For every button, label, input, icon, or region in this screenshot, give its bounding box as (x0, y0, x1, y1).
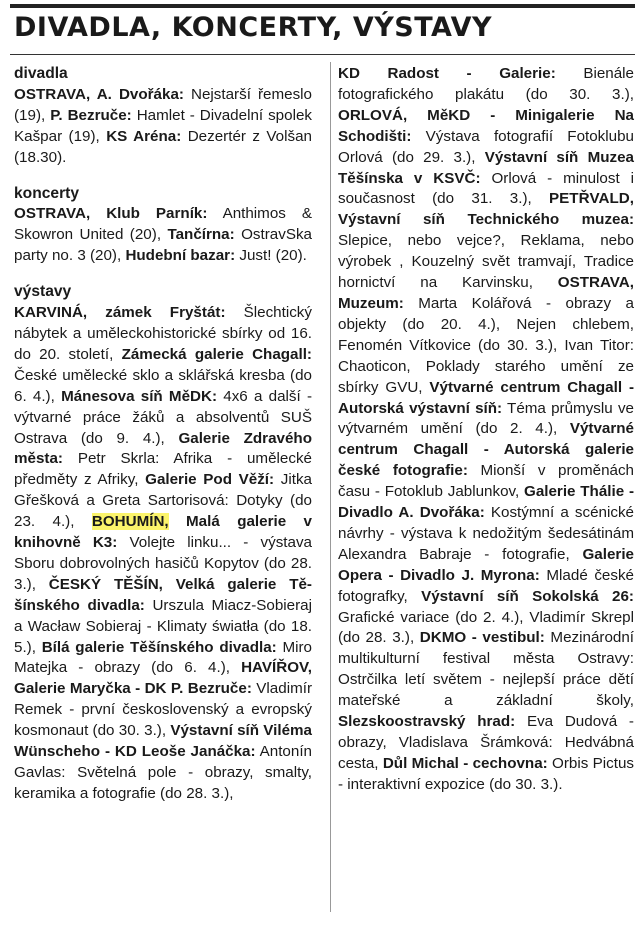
venue-name: ČESKÝ TĚŠÍN, Velká galerie Těšínského divadla: (14, 575, 312, 614)
page-title: DIVADLA, KONCERTY, VÝSTAVY (14, 12, 493, 43)
right-column (338, 64, 634, 796)
venue-name: KARVINÁ, zámek Fryštát: (14, 304, 226, 322)
venue-name: Důl Michal - cechovna: (382, 754, 548, 772)
venue-name: PETŘVALD, Výstavní síň Technického muzea: (338, 190, 634, 229)
venue-name: Hudební bazar: (125, 247, 236, 265)
event-text: Just! (20). (235, 247, 307, 265)
venue-name: DKMO - vestibul: (419, 629, 545, 647)
venue-name: Mánesova síň MěDK: (61, 387, 218, 405)
event-text: Mionší v proměnách času - Fotoklub Jablunkov, (338, 462, 635, 501)
event-text: Urszula Miacz-Sobieraj a Wacław Sobieraj - Klimaty światła (do 18. 5.), (14, 596, 312, 656)
event-text: České umělecké sklo a sklářská kresba (do 6. 4.), (14, 366, 312, 405)
venue-name: Malá galerie v knihovně K3: (14, 513, 313, 552)
event-text: Výstava fotografií Fotoklubu Orlová (do 29. 3.), (338, 127, 634, 166)
column-divider (330, 62, 331, 912)
venue-name: OSTRAVA, Muzeum: (338, 274, 634, 312)
event-text: Vladimír Remek - první československý a evropský kosmonaut (do 30. 3.), (14, 680, 313, 740)
listing-paragraph (14, 204, 312, 267)
venue-name: KS Aréna: (106, 127, 182, 145)
category-heading: koncerty (14, 184, 80, 202)
event-text: Mladé české fotografky, (338, 566, 635, 605)
venue-name: ORLOVÁ, MěKD - Minigalerie Na Schodišti: (338, 106, 634, 145)
listing-paragraph (338, 64, 634, 796)
section-vystavy (14, 282, 312, 805)
event-text: Petr Skrla: Afrika - umělecké předměty z Afriky, (14, 450, 312, 489)
event-text: Mezinárodní multikulturní festival města Ostravy: Ostrčilka letí světem - nejlepší práce dětí mateřské a základní školy, (338, 629, 635, 710)
top-rule (10, 4, 635, 8)
event-text: Kostýmní a scénické návrhy - výstava k nedožitým šedesátinám Alexandra Babraje - fotografie, (338, 504, 634, 563)
event-text: Eva Dudová - obrazy, Vladislava Šrámková: Hedvábná cesta, (338, 713, 634, 772)
section-koncerty (14, 184, 312, 268)
category-heading: divadla (14, 65, 68, 82)
venue-name: HAVÍŘOV, Galerie Maryčka - DK P. Bezruče: (14, 659, 312, 698)
event-text: Slepice, nebo vejce?, Reklama, nebo výrobek , Kouzelný svět tramvají, Tradice hornictví na Karvinsku, (338, 232, 634, 292)
venue-name: Výstavní síň Sokolská 26: (421, 587, 634, 605)
event-text: Orlová - minulost i současnost (do 31. 3.), (338, 169, 634, 208)
event-text: Anthimos & Skowron United (20), (14, 205, 312, 244)
venue-name: Slezskoostravský hrad: (338, 713, 516, 731)
event-text: Bienále fotografického plakátu (do 30. 3.), (338, 65, 635, 103)
event-text: Nejstarší řemeslo (19), (14, 85, 312, 124)
event-text: Miro Matejka - obrazy (do 6. 4.), (14, 638, 312, 677)
event-text: Volejte linku... - výstava Sboru dobrovolných hasičů Kopytov (do 28. 3.), (14, 534, 312, 593)
highlighted-city: BOHUMÍN, (91, 513, 169, 531)
listing-paragraph (14, 303, 312, 805)
event-text: Marta Kolářová - obrazy a objekty (do 20. 4.), Nejen chlebem, Fenomén Vítkovice (do 30. 3.), Ivan Titor: Chaoticon, Poklady starého umění ze sbírky GVU, (338, 294, 634, 396)
venue-name: Výtvarné centrum Chagall - Autorská výstavní síň: (338, 378, 635, 417)
venue-name: KD Radost - Galerie: (338, 65, 556, 82)
venue-name: Bílá galerie Těšínského divadla: (41, 638, 277, 656)
listing-paragraph (14, 85, 312, 169)
event-text: Šlechtický nábytek a uměleckohistorické sbírky od 16. do 20. století, (14, 304, 312, 363)
event-text: Téma průmyslu ve výtvarném umění (do 2. 4.), (338, 399, 634, 438)
category-heading: výstavy (14, 283, 72, 301)
venue-name: Tančírna: (167, 226, 235, 244)
event-text: OstravSka party no. 3 (20), (14, 226, 312, 265)
event-text: Antonín Gavlas: Světelná pole - obrazy, smalty, keramika a fotografie (do 28. 3.), (14, 743, 312, 802)
event-text: Hamlet - Divadelní spolek Kašpar (19), (14, 106, 312, 145)
venue-name: OSTRAVA, Klub Parník: (14, 205, 208, 223)
venue-name: Galerie Pod Věží: (145, 471, 275, 489)
event-text: Grafické variace (do 2. 4.), Vladimír Skrepl (do 28. 3.), (338, 608, 634, 647)
section-divadla (14, 64, 312, 169)
event-text: Jitka Gřešková a Greta Sartorisová: Dotyky (do 23. 4.), (14, 471, 312, 531)
venue-name: Výtvarné centrum Chagall - Autorská galerie české fotografie: (338, 420, 634, 480)
venue-name: Galerie Thálie - Divadlo A. Dvořáka: (338, 483, 635, 522)
left-column (14, 64, 312, 820)
venue-name: Zámecká galerie Chagall: (121, 345, 312, 363)
venue-name: OSTRAVA, A. Dvořáka: (14, 85, 184, 103)
venue-name: P. Bezruče: (50, 106, 132, 124)
venue-name: Výstavní síň Viléma Wünscheho - KD Leoše Janáčka: (14, 722, 312, 761)
title-underline (10, 54, 635, 55)
venue-name: Výstavní síň Muzea Těšínska v KSVČ: (338, 148, 634, 187)
event-text: 4x6 a další - výtvarné práce žáků a absolventů SUŠ Ostrava (do 9. 4.), (14, 387, 312, 447)
venue-name: Galerie Zdravého města: (14, 429, 312, 468)
event-text: Orbis Pictus - interaktivní expozice (do 30. 3.). (338, 754, 634, 793)
event-text: Dezertér z Volšan (18.30). (14, 127, 312, 166)
venue-name: Galerie Opera - Divadlo J. Myrona: (338, 545, 634, 584)
